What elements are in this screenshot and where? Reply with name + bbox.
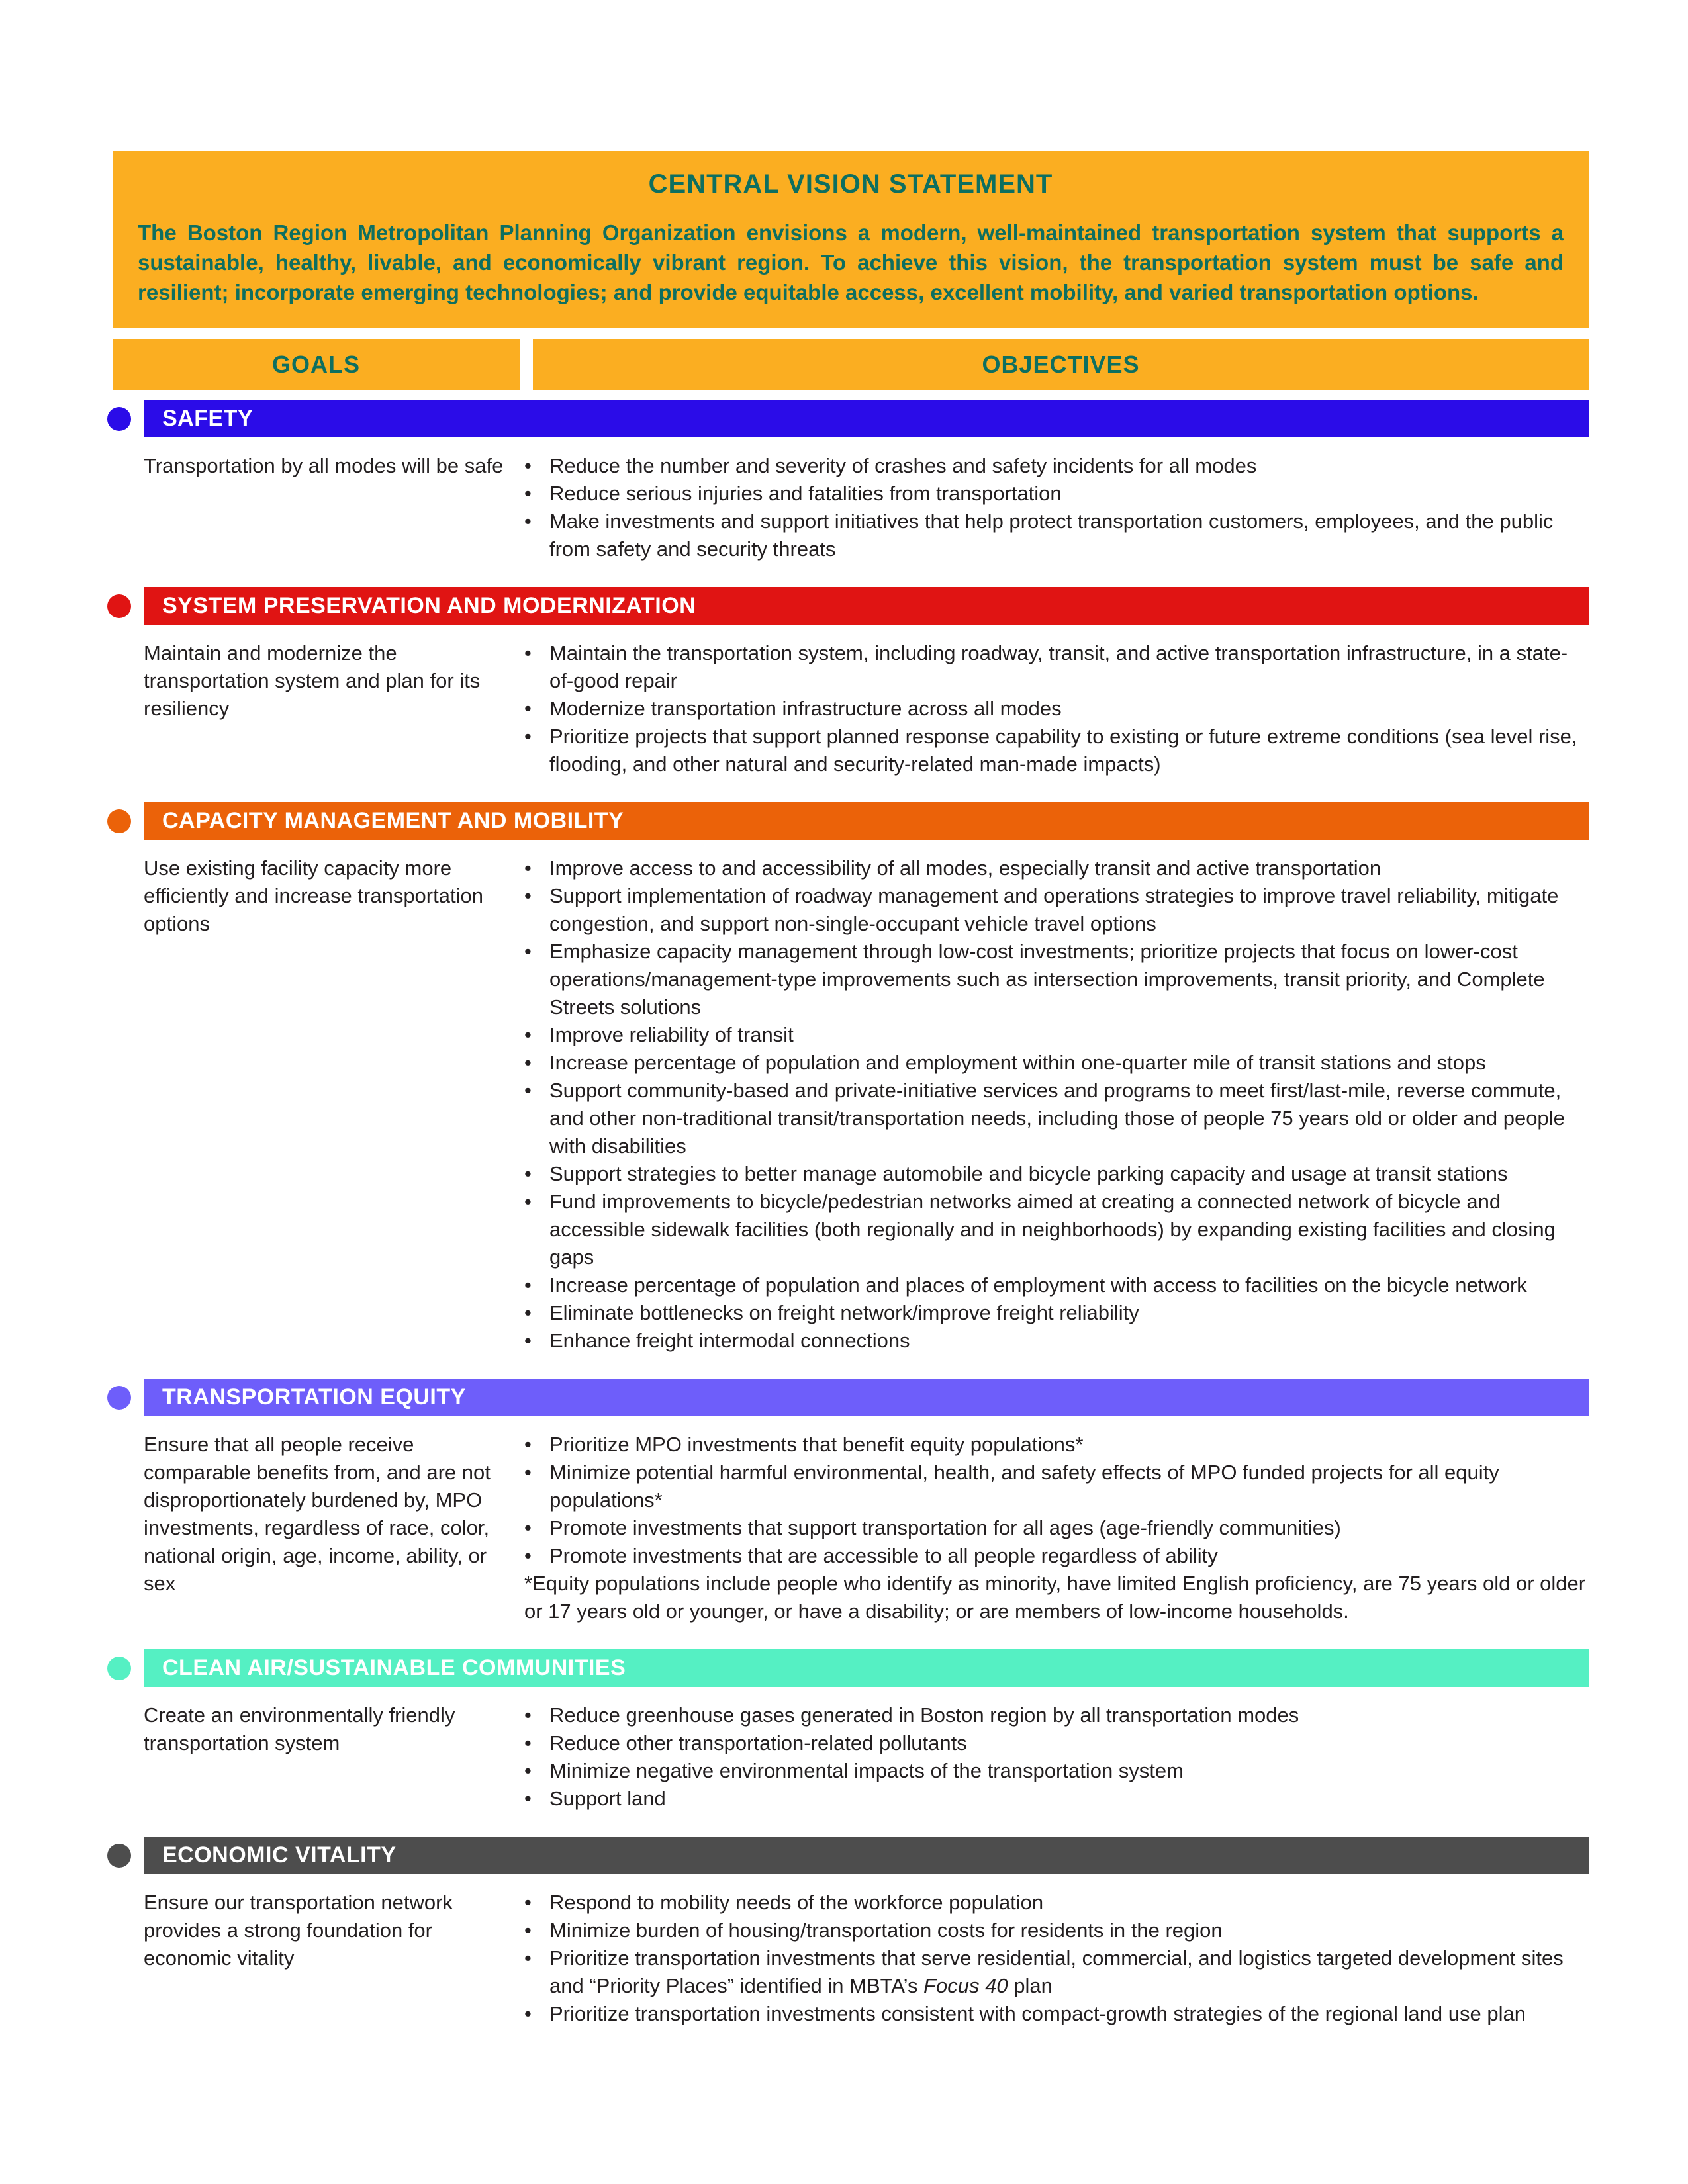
objective-text: Prioritize transportation investments consistent with compact-growth strategies of the regional land use plan — [549, 2002, 1526, 2025]
objective-item — [524, 1327, 1589, 1355]
bullet-dot: • — [524, 1544, 532, 1567]
objective-item — [524, 508, 1589, 563]
objective-item — [524, 2000, 1589, 2028]
objective-item — [524, 1049, 1589, 1077]
section-title: SAFETY — [162, 406, 254, 431]
objective-text: Promote investments that support transportation for all ages (age-friendly communities) — [549, 1516, 1341, 1539]
section-banner — [144, 802, 1589, 840]
goal-text: Transportation by all modes will be safe — [144, 454, 504, 477]
goal-section — [113, 802, 1589, 1379]
section-content — [113, 1874, 1589, 2052]
objective-item — [524, 1889, 1589, 1917]
bullet-dot: • — [524, 1516, 532, 1539]
bullet-dot: • — [524, 697, 532, 720]
objectives-list — [524, 639, 1589, 778]
bullet-dot: • — [524, 2002, 532, 2025]
objective-text: Reduce serious injuries and fatalities from transportation — [549, 482, 1062, 505]
objective-item — [524, 1542, 1589, 1570]
bullet-dot: • — [524, 1162, 532, 1185]
objective-item — [524, 938, 1589, 1021]
bullet-dot: • — [524, 1704, 532, 1727]
section-title: CAPACITY MANAGEMENT AND MOBILITY — [162, 808, 624, 833]
objective-item — [524, 452, 1589, 480]
objective-item — [524, 1077, 1589, 1160]
objective-text: Improve reliability of transit — [549, 1023, 794, 1046]
bullet-dot: • — [524, 884, 532, 907]
section-dot-icon — [107, 1657, 131, 1680]
section-content — [113, 437, 1589, 587]
section-content — [113, 1687, 1589, 1837]
bullet-dot: • — [524, 940, 532, 963]
objective-item — [524, 480, 1589, 508]
goal-section — [113, 1379, 1589, 1649]
bullet-dot: • — [524, 1946, 532, 1970]
goal-text: Create an environmentally friendly transportation system — [144, 1704, 455, 1754]
objective-text: Support strategies to better manage automobile and bicycle parking capacity and usage at transit stations — [549, 1162, 1508, 1185]
objective-item — [524, 1299, 1589, 1327]
central-vision-statement-box — [113, 151, 1589, 328]
bullet-dot: • — [524, 482, 532, 505]
objectives-column-header: OBJECTIVES — [533, 339, 1589, 390]
objective-item — [524, 1917, 1589, 1944]
section-banner-row — [113, 802, 1589, 840]
objective-item — [524, 723, 1589, 778]
objectives-list — [524, 452, 1589, 563]
bullet-dot: • — [524, 1759, 532, 1782]
section-dot-icon — [107, 407, 131, 431]
bullet-dot: • — [524, 1787, 532, 1810]
section-title: SYSTEM PRESERVATION AND MODERNIZATION — [162, 593, 696, 618]
objective-text: Reduce other transportation-related pollutants — [549, 1731, 967, 1754]
bullet-dot: • — [524, 1190, 532, 1213]
goal-section — [113, 1649, 1589, 1837]
bullet-dot: • — [524, 1051, 532, 1074]
page-title: CENTRAL VISION STATEMENT — [648, 169, 1053, 199]
goal-text: Ensure our transportation network provides a strong foundation for economic vitality — [144, 1891, 453, 1970]
bullet-dot: • — [524, 725, 532, 748]
section-content — [113, 1416, 1589, 1649]
sections — [113, 400, 1589, 2052]
objective-text: Modernize transportation infrastructure across all modes — [549, 697, 1062, 720]
objective-item — [524, 1021, 1589, 1049]
bullet-dot: • — [524, 1301, 532, 1324]
section-dot-icon — [107, 1844, 131, 1868]
section-banner — [144, 1837, 1589, 1874]
objectives-list — [524, 1431, 1589, 1625]
objective-text: Eliminate bottlenecks on freight network/improve freight reliability — [549, 1301, 1139, 1324]
objective-item — [524, 1944, 1589, 2000]
bullet-dot: • — [524, 1329, 532, 1352]
objective-item — [524, 1188, 1589, 1271]
section-title: ECONOMIC VITALITY — [162, 1843, 397, 1868]
bullet-dot: • — [524, 1891, 532, 1914]
goal-section — [113, 1837, 1589, 2052]
objective-text: Prioritize MPO investments that benefit equity populations* — [549, 1433, 1084, 1456]
section-dot-icon — [107, 594, 131, 618]
section-dot-icon — [107, 809, 131, 833]
section-title: TRANSPORTATION EQUITY — [162, 1385, 466, 1410]
goal-section — [113, 400, 1589, 587]
bullet-dot: • — [524, 1919, 532, 1942]
bullet-dot: • — [524, 454, 532, 477]
objective-item — [524, 1729, 1589, 1757]
objective-text: Minimize negative environmental impacts of the transportation system — [549, 1759, 1184, 1782]
table-column-header — [113, 339, 1589, 390]
objective-text: Reduce greenhouse gases generated in Boston region by all transportation modes — [549, 1704, 1299, 1727]
objective-text: Minimize burden of housing/transportation costs for residents in the region — [549, 1919, 1223, 1942]
objective-item — [524, 1514, 1589, 1542]
section-banner-row — [113, 587, 1589, 625]
objective-item — [524, 1271, 1589, 1299]
bullet-dot: • — [524, 1079, 532, 1102]
goals-column-header: GOALS — [113, 339, 520, 390]
bullet-dot: • — [524, 1731, 532, 1754]
section-title: CLEAN AIR/SUSTAINABLE COMMUNITIES — [162, 1655, 626, 1680]
goal-text: Ensure that all people receive comparable benefits from, and are not disproportionately burdened by, MPO investments, regardless of race, color, national origin, age, income, ability, or sex — [144, 1433, 491, 1595]
objective-text: Prioritize projects that support planned response capability to existing or future extreme conditions (sea level rise, flooding, and other natural and security-related man-made impacts) — [549, 725, 1577, 776]
bullet-dot: • — [524, 856, 532, 880]
objective-text: *Equity populations include people who identify as minority, have limited English proficiency, are 75 years old or older or 17 years old or younger, or have a disability; or are members of low-income households. — [524, 1572, 1586, 1623]
objective-item — [524, 1785, 1589, 1813]
objective-text: Minimize potential harmful environmental, health, and safety effects of MPO funded projects for all equity populations* — [549, 1461, 1499, 1512]
objective-item — [524, 1757, 1589, 1785]
objective-text: Increase percentage of population and employment within one-quarter mile of transit stations and stops — [549, 1051, 1486, 1074]
objective-text: Increase percentage of population and places of employment with access to facilities on the bicycle network — [549, 1273, 1527, 1297]
objective-text: Prioritize transportation investments that serve residential, commercial, and logistics targeted development sites and “Priority Places” identified in MBTA’s Focus 40 plan — [549, 1946, 1564, 1997]
objective-item — [524, 1431, 1589, 1459]
objective-text: Support implementation of roadway management and operations strategies to improve travel reliability, mitigate congestion, and support non-single-occupant vehicle travel options — [549, 884, 1559, 935]
goal-section — [113, 587, 1589, 802]
objective-text: Respond to mobility needs of the workforce population — [549, 1891, 1044, 1914]
objective-text: Improve access to and accessibility of all modes, especially transit and active transportation — [549, 856, 1382, 880]
bullet-dot: • — [524, 1433, 532, 1456]
bullet-dot: • — [524, 1273, 532, 1297]
section-content — [113, 840, 1589, 1379]
goal-text: Maintain and modernize the transportation system and plan for its resiliency — [144, 641, 481, 720]
section-banner-row — [113, 1379, 1589, 1416]
section-banner-row — [113, 1837, 1589, 1874]
bullet-dot: • — [524, 510, 532, 533]
objective-item — [524, 695, 1589, 723]
section-banner-row — [113, 400, 1589, 437]
objective-text: Enhance freight intermodal connections — [549, 1329, 910, 1352]
objective-text: Support community-based and private-initiative services and programs to meet first/last-mile, reverse commute, and other non-traditional transit/transportation needs, including those of people 75 years old or older and people with disabilities — [549, 1079, 1565, 1158]
bullet-dot: • — [524, 641, 532, 664]
section-content — [113, 625, 1589, 802]
objective-text: Make investments and support initiatives that help protect transportation customers, employees, and the public from safety and security threats — [549, 510, 1554, 561]
objective-text: Promote investments that are accessible to all people regardless of ability — [549, 1544, 1218, 1567]
objective-item — [524, 854, 1589, 882]
objective-item — [524, 1702, 1589, 1729]
section-banner-row — [113, 1649, 1589, 1687]
objective-text: Maintain the transportation system, including roadway, transit, and active transportation infrastructure, in a state-of-good repair — [549, 641, 1568, 692]
objective-text: Support land — [549, 1787, 666, 1810]
objective-text: Reduce the number and severity of crashes and safety incidents for all modes — [549, 454, 1257, 477]
objective-footnote — [524, 1570, 1589, 1625]
section-banner — [144, 1649, 1589, 1687]
bullet-dot: • — [524, 1461, 532, 1484]
objective-text: Fund improvements to bicycle/pedestrian networks aimed at creating a connected network of bicycle and accessible sidewalk facilities (both regionally and in neighborhoods) by expanding existing facilities and closing gaps — [549, 1190, 1556, 1269]
objectives-list — [524, 854, 1589, 1355]
goal-text: Use existing facility capacity more efficiently and increase transportation options — [144, 856, 483, 935]
section-banner — [144, 587, 1589, 625]
objective-item — [524, 1160, 1589, 1188]
objectives-list — [524, 1702, 1589, 1813]
objective-item — [524, 882, 1589, 938]
objective-item — [524, 1459, 1589, 1514]
section-banner — [144, 400, 1589, 437]
objective-text: Emphasize capacity management through low-cost investments; prioritize projects that focus on lower-cost operations/management-type improvements such as intersection improvements, transit priority, and Complete Streets solutions — [549, 940, 1545, 1019]
objective-item — [524, 639, 1589, 695]
section-banner — [144, 1379, 1589, 1416]
section-dot-icon — [107, 1386, 131, 1410]
bullet-dot: • — [524, 1023, 532, 1046]
objectives-list — [524, 1889, 1589, 2028]
vision-statement-text: The Boston Region Metropolitan Planning Organization envisions a modern, well-maintained transportation system that supports a sustainable, healthy, livable, and economically vibrant region. To achieve this vision, the transportation system must be safe and resilient; incorporate emerging technologies; and provide equitable access, excellent mobility, and varied transportation options. — [138, 220, 1564, 304]
